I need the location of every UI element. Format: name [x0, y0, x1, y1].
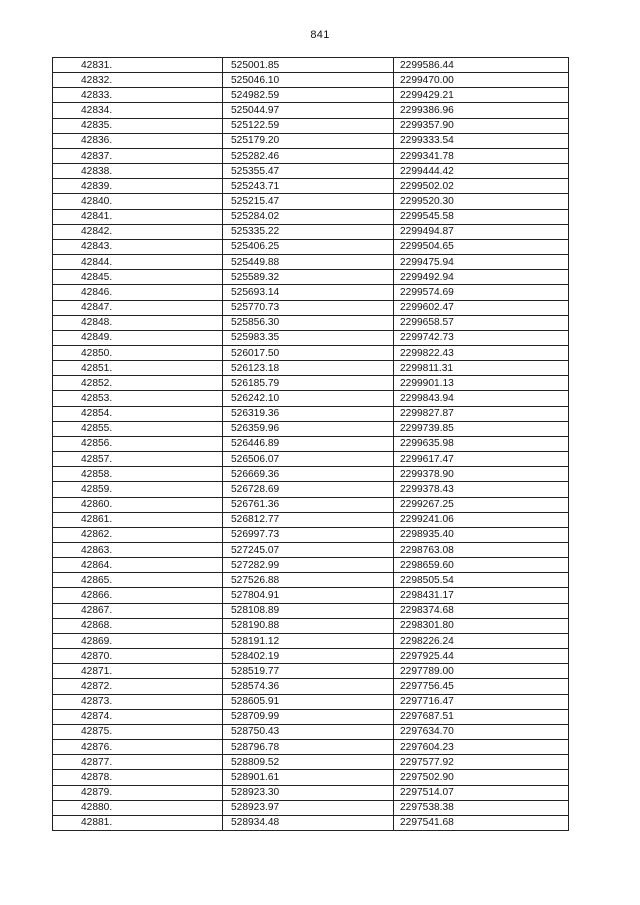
point-index-cell: 42837.: [53, 148, 223, 163]
table-row: [53, 755, 569, 770]
y-coordinate-cell: 2299378.43: [394, 482, 569, 497]
table-row: [53, 330, 569, 345]
y-coordinate-cell: 2299492.94: [394, 270, 569, 285]
point-index-cell: 42843.: [53, 239, 223, 254]
x-coordinate-cell: 525044.97: [223, 103, 394, 118]
y-coordinate-cell: 2297925.44: [394, 649, 569, 664]
table-row: [53, 164, 569, 179]
x-coordinate-cell: 528750.43: [223, 724, 394, 739]
table-row: [53, 103, 569, 118]
point-index-cell: 42876.: [53, 740, 223, 755]
point-index-cell: 42871.: [53, 664, 223, 679]
point-index-cell: 42851.: [53, 361, 223, 376]
y-coordinate-cell: 2297541.68: [394, 815, 569, 830]
x-coordinate-cell: 528519.77: [223, 664, 394, 679]
y-coordinate-cell: 2298763.08: [394, 543, 569, 558]
point-index-cell: 42857.: [53, 452, 223, 467]
table-row: [53, 558, 569, 573]
y-coordinate-cell: 2298935.40: [394, 527, 569, 542]
y-coordinate-cell: 2297789.00: [394, 664, 569, 679]
table-row: [53, 588, 569, 603]
x-coordinate-cell: 525770.73: [223, 300, 394, 315]
point-index-cell: 42863.: [53, 543, 223, 558]
x-coordinate-cell: 528796.78: [223, 740, 394, 755]
y-coordinate-cell: 2299494.87: [394, 224, 569, 239]
point-index-cell: 42867.: [53, 603, 223, 618]
point-index-cell: 42874.: [53, 709, 223, 724]
x-coordinate-cell: 528574.36: [223, 679, 394, 694]
point-index-cell: 42840.: [53, 194, 223, 209]
y-coordinate-cell: 2297716.47: [394, 694, 569, 709]
table-row: [53, 406, 569, 421]
table-row: [53, 770, 569, 785]
table-row: [53, 740, 569, 755]
x-coordinate-cell: 528191.12: [223, 633, 394, 648]
point-index-cell: 42877.: [53, 755, 223, 770]
y-coordinate-cell: 2299811.31: [394, 361, 569, 376]
table-row: [53, 785, 569, 800]
table-row: [53, 421, 569, 436]
y-coordinate-cell: 2299586.44: [394, 58, 569, 73]
y-coordinate-cell: 2298431.17: [394, 588, 569, 603]
table-row: [53, 543, 569, 558]
table-row: [53, 391, 569, 406]
point-index-cell: 42870.: [53, 649, 223, 664]
x-coordinate-cell: 528605.91: [223, 694, 394, 709]
point-index-cell: 42831.: [53, 58, 223, 73]
x-coordinate-cell: 525046.10: [223, 73, 394, 88]
point-index-cell: 42839.: [53, 179, 223, 194]
y-coordinate-cell: 2299520.30: [394, 194, 569, 209]
y-coordinate-cell: 2297514.07: [394, 785, 569, 800]
point-index-cell: 42880.: [53, 800, 223, 815]
y-coordinate-cell: 2299742.73: [394, 330, 569, 345]
table-row: [53, 345, 569, 360]
point-index-cell: 42854.: [53, 406, 223, 421]
y-coordinate-cell: 2299617.47: [394, 452, 569, 467]
table-row: [53, 467, 569, 482]
x-coordinate-cell: 525856.30: [223, 315, 394, 330]
table-row: [53, 618, 569, 633]
y-coordinate-cell: 2297577.92: [394, 755, 569, 770]
y-coordinate-cell: 2298374.68: [394, 603, 569, 618]
x-coordinate-cell: 528190.88: [223, 618, 394, 633]
table-row: [53, 255, 569, 270]
x-coordinate-cell: 527282.99: [223, 558, 394, 573]
y-coordinate-cell: 2299502.02: [394, 179, 569, 194]
x-coordinate-cell: 526319.36: [223, 406, 394, 421]
point-index-cell: 42860.: [53, 497, 223, 512]
y-coordinate-cell: 2299658.57: [394, 315, 569, 330]
x-coordinate-cell: 525179.20: [223, 133, 394, 148]
x-coordinate-cell: 528709.99: [223, 709, 394, 724]
table-row: [53, 452, 569, 467]
y-coordinate-cell: 2299827.87: [394, 406, 569, 421]
table-row: [53, 482, 569, 497]
y-coordinate-cell: 2299574.69: [394, 285, 569, 300]
point-index-cell: 42868.: [53, 618, 223, 633]
point-index-cell: 42844.: [53, 255, 223, 270]
table-row: [53, 88, 569, 103]
x-coordinate-cell: 525983.35: [223, 330, 394, 345]
table-row: [53, 133, 569, 148]
point-index-cell: 42855.: [53, 421, 223, 436]
table-row: [53, 694, 569, 709]
x-coordinate-cell: 526761.36: [223, 497, 394, 512]
point-index-cell: 42850.: [53, 345, 223, 360]
x-coordinate-cell: 527526.88: [223, 573, 394, 588]
y-coordinate-cell: 2298226.24: [394, 633, 569, 648]
x-coordinate-cell: 526017.50: [223, 345, 394, 360]
y-coordinate-cell: 2299602.47: [394, 300, 569, 315]
table-row: [53, 633, 569, 648]
point-index-cell: 42865.: [53, 573, 223, 588]
point-index-cell: 42845.: [53, 270, 223, 285]
table-row: [53, 224, 569, 239]
point-index-cell: 42836.: [53, 133, 223, 148]
y-coordinate-cell: 2297634.70: [394, 724, 569, 739]
y-coordinate-cell: 2299475.94: [394, 255, 569, 270]
x-coordinate-cell: 525282.46: [223, 148, 394, 163]
y-coordinate-cell: 2299635.98: [394, 436, 569, 451]
y-coordinate-cell: 2298505.54: [394, 573, 569, 588]
point-index-cell: 42869.: [53, 633, 223, 648]
coordinates-table-body: [53, 58, 569, 831]
table-row: [53, 679, 569, 694]
page-number: 841: [310, 29, 330, 41]
x-coordinate-cell: 526728.69: [223, 482, 394, 497]
point-index-cell: 42841.: [53, 209, 223, 224]
table-row: [53, 497, 569, 512]
point-index-cell: 42866.: [53, 588, 223, 603]
table-row: [53, 361, 569, 376]
x-coordinate-cell: 525355.47: [223, 164, 394, 179]
y-coordinate-cell: 2299267.25: [394, 497, 569, 512]
point-index-cell: 42864.: [53, 558, 223, 573]
point-index-cell: 42835.: [53, 118, 223, 133]
point-index-cell: 42875.: [53, 724, 223, 739]
point-index-cell: 42872.: [53, 679, 223, 694]
x-coordinate-cell: 525406.25: [223, 239, 394, 254]
y-coordinate-cell: 2299843.94: [394, 391, 569, 406]
x-coordinate-cell: 526997.73: [223, 527, 394, 542]
x-coordinate-cell: 528923.97: [223, 800, 394, 815]
x-coordinate-cell: 525122.59: [223, 118, 394, 133]
y-coordinate-cell: 2299341.78: [394, 148, 569, 163]
y-coordinate-cell: 2299504.65: [394, 239, 569, 254]
table-row: [53, 436, 569, 451]
table-row: [53, 179, 569, 194]
table-row: [53, 315, 569, 330]
x-coordinate-cell: 525243.71: [223, 179, 394, 194]
point-index-cell: 42834.: [53, 103, 223, 118]
point-index-cell: 42847.: [53, 300, 223, 315]
table-row: [53, 239, 569, 254]
point-index-cell: 42853.: [53, 391, 223, 406]
y-coordinate-cell: 2297687.51: [394, 709, 569, 724]
y-coordinate-cell: 2297756.45: [394, 679, 569, 694]
x-coordinate-cell: 525335.22: [223, 224, 394, 239]
y-coordinate-cell: 2299822.43: [394, 345, 569, 360]
table-row: [53, 194, 569, 209]
table-row: [53, 527, 569, 542]
table-row: [53, 118, 569, 133]
x-coordinate-cell: 526812.77: [223, 512, 394, 527]
x-coordinate-cell: 528402.19: [223, 649, 394, 664]
table-row: [53, 148, 569, 163]
y-coordinate-cell: 2299444.42: [394, 164, 569, 179]
y-coordinate-cell: 2299739.85: [394, 421, 569, 436]
point-index-cell: 42849.: [53, 330, 223, 345]
table-row: [53, 73, 569, 88]
point-index-cell: 42879.: [53, 785, 223, 800]
table-row: [53, 724, 569, 739]
x-coordinate-cell: 526669.36: [223, 467, 394, 482]
x-coordinate-cell: 528901.61: [223, 770, 394, 785]
y-coordinate-cell: 2299470.00: [394, 73, 569, 88]
y-coordinate-cell: 2297604.23: [394, 740, 569, 755]
x-coordinate-cell: 526506.07: [223, 452, 394, 467]
x-coordinate-cell: 525215.47: [223, 194, 394, 209]
y-coordinate-cell: 2298659.60: [394, 558, 569, 573]
x-coordinate-cell: 526359.96: [223, 421, 394, 436]
table-row: [53, 300, 569, 315]
point-index-cell: 42861.: [53, 512, 223, 527]
point-index-cell: 42848.: [53, 315, 223, 330]
point-index-cell: 42832.: [53, 73, 223, 88]
x-coordinate-cell: 528108.89: [223, 603, 394, 618]
point-index-cell: 42838.: [53, 164, 223, 179]
x-coordinate-cell: 528923.30: [223, 785, 394, 800]
point-index-cell: 42833.: [53, 88, 223, 103]
x-coordinate-cell: 526446.89: [223, 436, 394, 451]
table-row: [53, 573, 569, 588]
y-coordinate-cell: 2299357.90: [394, 118, 569, 133]
y-coordinate-cell: 2299901.13: [394, 376, 569, 391]
point-index-cell: 42842.: [53, 224, 223, 239]
x-coordinate-cell: 525589.32: [223, 270, 394, 285]
table-row: [53, 603, 569, 618]
y-coordinate-cell: 2297502.90: [394, 770, 569, 785]
table-row: [53, 58, 569, 73]
y-coordinate-cell: 2299386.96: [394, 103, 569, 118]
y-coordinate-cell: 2297538.38: [394, 800, 569, 815]
table-row: [53, 664, 569, 679]
table-row: [53, 800, 569, 815]
table-row: [53, 649, 569, 664]
x-coordinate-cell: 526123.18: [223, 361, 394, 376]
table-row: [53, 270, 569, 285]
x-coordinate-cell: 525693.14: [223, 285, 394, 300]
x-coordinate-cell: 528809.52: [223, 755, 394, 770]
y-coordinate-cell: 2299241.06: [394, 512, 569, 527]
x-coordinate-cell: 525284.02: [223, 209, 394, 224]
y-coordinate-cell: 2299545.58: [394, 209, 569, 224]
point-index-cell: 42881.: [53, 815, 223, 830]
coordinates-table: [52, 57, 569, 831]
x-coordinate-cell: 526242.10: [223, 391, 394, 406]
point-index-cell: 42852.: [53, 376, 223, 391]
point-index-cell: 42846.: [53, 285, 223, 300]
x-coordinate-cell: 527245.07: [223, 543, 394, 558]
table-row: [53, 815, 569, 830]
table-row: [53, 512, 569, 527]
y-coordinate-cell: 2299378.90: [394, 467, 569, 482]
x-coordinate-cell: 528934.48: [223, 815, 394, 830]
x-coordinate-cell: 525001.85: [223, 58, 394, 73]
point-index-cell: 42878.: [53, 770, 223, 785]
point-index-cell: 42873.: [53, 694, 223, 709]
table-row: [53, 209, 569, 224]
y-coordinate-cell: 2299333.54: [394, 133, 569, 148]
y-coordinate-cell: 2298301.80: [394, 618, 569, 633]
x-coordinate-cell: 525449.88: [223, 255, 394, 270]
point-index-cell: 42859.: [53, 482, 223, 497]
table-row: [53, 285, 569, 300]
x-coordinate-cell: 526185.79: [223, 376, 394, 391]
table-row: [53, 376, 569, 391]
point-index-cell: 42856.: [53, 436, 223, 451]
point-index-cell: 42862.: [53, 527, 223, 542]
y-coordinate-cell: 2299429.21: [394, 88, 569, 103]
x-coordinate-cell: 524982.59: [223, 88, 394, 103]
point-index-cell: 42858.: [53, 467, 223, 482]
x-coordinate-cell: 527804.91: [223, 588, 394, 603]
table-row: [53, 709, 569, 724]
